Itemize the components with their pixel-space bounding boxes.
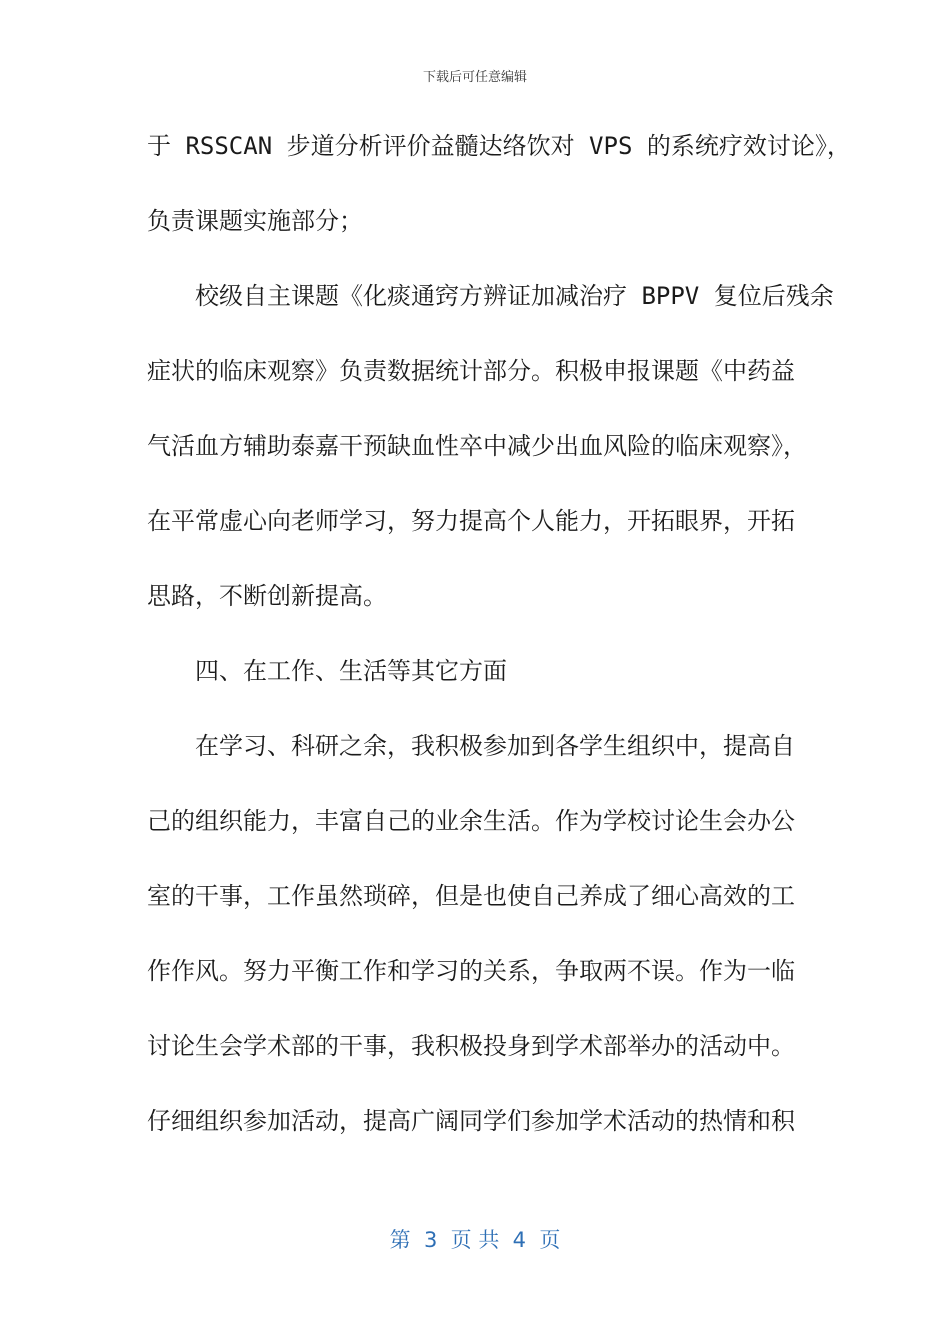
text-line-13: 讨论生会学术部的干事，我积极投身到学术部举办的活动中。 <box>147 1032 795 1060</box>
document-body <box>147 128 851 1178</box>
text-line-7: 思路，不断创新提高。 <box>147 582 387 610</box>
text-line-12: 作作风。努力平衡工作和学习的关系，争取两不误。作为一临 <box>147 957 795 985</box>
section-heading: 四、在工作、生活等其它方面 <box>195 657 507 685</box>
text-line-1: 于 RSSCAN 步道分析评价益髓达络饮对 VPS 的系统疗效讨论》， <box>147 132 851 160</box>
page-number-footer: 第 3 页 共 4 页 <box>389 1228 561 1252</box>
text-line-9: 在学习、科研之余，我积极参加到各学生组织中，提高自 <box>195 732 795 760</box>
text-line-6: 在平常虚心向老师学习，努力提高个人能力，开拓眼界，开拓 <box>147 507 795 535</box>
text-line-14: 仔细组织参加活动，提高广阔同学们参加学术活动的热情和积 <box>147 1107 795 1135</box>
text-line-3: 校级自主课题《化痰通窍方辨证加减治疗 BPPV 复位后残余 <box>195 282 834 310</box>
text-line-2: 负责课题实施部分； <box>147 207 363 235</box>
text-line-5: 气活血方辅助泰嘉干预缺血性卒中减少出血风险的临床观察》， <box>147 432 807 460</box>
text-line-10: 己的组织能力，丰富自己的业余生活。作为学校讨论生会办公 <box>147 807 795 835</box>
text-line-4: 症状的临床观察》负责数据统计部分。积极申报课题《中药益 <box>147 357 795 385</box>
page-header: 下载后可任意编辑 <box>422 70 527 85</box>
text-line-11: 室的干事，工作虽然琐碎，但是也使自己养成了细心高效的工 <box>147 882 795 910</box>
